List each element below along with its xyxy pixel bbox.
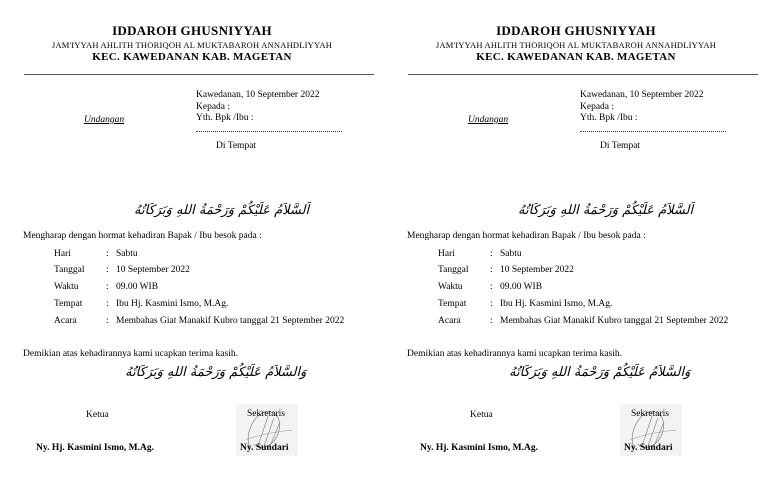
detail-value-acara: Membahas Giat Manakif Kubro tanggal 21 September 2022	[116, 316, 345, 326]
salam-closing: وَالسَّلاَمُ عَلَيْكُمْ وَرَحْمَةُ اللهِ وَبَرَكَاتُهُ	[125, 365, 307, 380]
detail-label-tanggal: Tanggal	[438, 265, 469, 275]
kecamatan-line: KEC. KAWEDANAN KAB. MAGETAN	[92, 51, 292, 63]
detail-sep: :	[106, 265, 109, 275]
di-tempat: Di Tempat	[216, 141, 257, 151]
intro-text: Mengharap dengan hormat kehadiran Bapak / Ibu besok pada :	[407, 231, 646, 241]
intro-text: Mengharap dengan hormat kehadiran Bapak / Ibu besok pada :	[23, 231, 262, 241]
invitation-sheet-right	[384, 0, 768, 501]
kepada-label: Kepada :	[580, 102, 615, 112]
detail-sep: :	[106, 316, 109, 326]
ketua-title: Ketua	[470, 410, 493, 420]
sekretaris-name: Ny. Sundari	[624, 443, 673, 453]
sekretaris-title: Sekretaris	[631, 409, 669, 419]
sekretaris-name: Ny. Sundari	[240, 443, 289, 453]
undangan-label: Undangan	[468, 115, 509, 125]
detail-label-tempat: Tempat	[438, 299, 467, 309]
header-divider	[408, 74, 758, 75]
undangan-label: Undangan	[84, 115, 125, 125]
detail-label-hari: Hari	[438, 249, 455, 259]
yth-label: Yth. Bpk /Ibu :	[196, 113, 254, 123]
salam-opening: اَلسَّلاَمُ عَلَيْكُمْ وَرَحْمَةُ اللهِ وَبَرَكَاتُهُ	[134, 203, 310, 218]
place-date: Kawedanan, 10 September 2022	[580, 90, 704, 100]
detail-sep: :	[490, 282, 493, 292]
jamiyyah-line: JAM'IYYAH AHLITH THORIQOH AL MUKTABAROH ANNAHDLIYYAH	[435, 40, 717, 50]
detail-value-tempat: Ibu Hj. Kasmini Ismo, M.Ag.	[500, 299, 613, 309]
detail-label-waktu: Waktu	[54, 282, 79, 292]
detail-label-tanggal: Tanggal	[54, 265, 85, 275]
detail-value-tanggal: 10 September 2022	[500, 265, 574, 275]
di-tempat: Di Tempat	[600, 141, 641, 151]
detail-value-acara: Membahas Giat Manakif Kubro tanggal 21 September 2022	[500, 316, 729, 326]
detail-sep: :	[106, 282, 109, 292]
detail-sep: :	[490, 265, 493, 275]
ketua-name: Ny. Hj. Kasmini Ismo, M.Ag.	[36, 443, 154, 453]
detail-label-acara: Acara	[54, 316, 77, 326]
salam-opening: اَلسَّلاَمُ عَلَيْكُمْ وَرَحْمَةُ اللهِ وَبَرَكَاتُهُ	[518, 203, 694, 218]
detail-value-hari: Sabtu	[500, 249, 522, 259]
kecamatan-line: KEC. KAWEDANAN KAB. MAGETAN	[476, 51, 676, 63]
closing-text: Demikian atas kehadirannya kami ucapkan terima kasih.	[23, 349, 238, 359]
closing-text: Demikian atas kehadirannya kami ucapkan terima kasih.	[407, 349, 622, 359]
org-name: IDDAROH GHUSNIYYAH	[496, 23, 656, 38]
detail-value-hari: Sabtu	[116, 249, 138, 259]
detail-label-acara: Acara	[438, 316, 461, 326]
detail-value-waktu: 09.00 WIB	[116, 282, 159, 292]
detail-sep: :	[106, 249, 109, 259]
detail-value-tanggal: 10 September 2022	[116, 265, 190, 275]
sekretaris-title: Sekretaris	[247, 409, 285, 419]
detail-sep: :	[490, 249, 493, 259]
detail-label-tempat: Tempat	[54, 299, 83, 309]
header-divider	[24, 74, 374, 75]
recipient-dotted-line	[580, 131, 726, 132]
detail-value-tempat: Ibu Hj. Kasmini Ismo, M.Ag.	[116, 299, 229, 309]
place-date: Kawedanan, 10 September 2022	[196, 90, 320, 100]
detail-label-waktu: Waktu	[438, 282, 463, 292]
detail-sep: :	[106, 299, 109, 309]
salam-closing: وَالسَّلاَمُ عَلَيْكُمْ وَرَحْمَةُ اللهِ وَبَرَكَاتُهُ	[509, 365, 691, 380]
detail-label-hari: Hari	[54, 249, 71, 259]
kepada-label: Kepada :	[196, 102, 231, 112]
ketua-title: Ketua	[86, 410, 109, 420]
ketua-name: Ny. Hj. Kasmini Ismo, M.Ag.	[420, 443, 538, 453]
detail-sep: :	[490, 299, 493, 309]
detail-sep: :	[490, 316, 493, 326]
org-name: IDDAROH GHUSNIYYAH	[112, 23, 272, 38]
yth-label: Yth. Bpk /Ibu :	[580, 113, 638, 123]
recipient-dotted-line	[196, 131, 342, 132]
jamiyyah-line: JAM'IYYAH AHLITH THORIQOH AL MUKTABAROH ANNAHDLIYYAH	[51, 40, 333, 50]
detail-value-waktu: 09.00 WIB	[500, 282, 543, 292]
